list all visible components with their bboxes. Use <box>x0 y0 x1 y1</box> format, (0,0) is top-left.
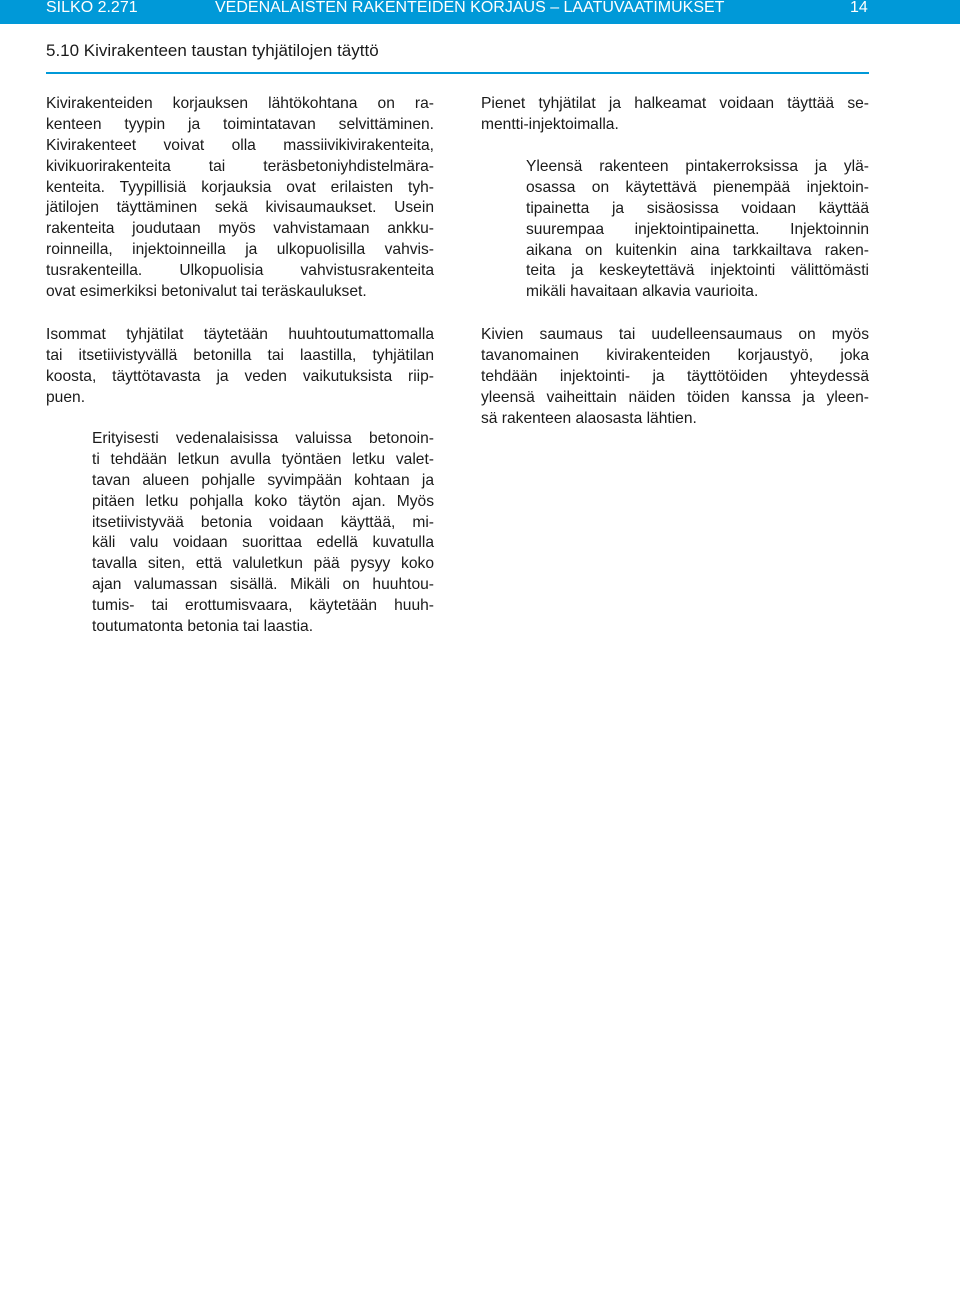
text-line: tavan alueen pohjalle syvimpään kohtaan ja <box>92 471 434 489</box>
right-paragraph-2 <box>481 325 869 429</box>
text-line: toutumatonta betonia tai laastia. <box>92 618 314 636</box>
left-paragraph-1 <box>46 94 434 303</box>
text-line: tehdään injektointi- ja täyttötöiden yhteydessä <box>481 367 869 385</box>
text-line: koosta, täyttötavasta ja veden vaikutuksista riip- <box>46 367 434 385</box>
text-line: teita ja keskeytettävä injektointi välittömästi <box>526 262 869 280</box>
text-line: roinneilla, injektoinneilla ja ulkopuolisilla vahvis- <box>46 241 434 259</box>
text-line: tai itsetiivistyvällä betonilla tai laastilla, tyhjätilan <box>46 346 434 364</box>
header-title: VEDENALAISTEN RAKENTEIDEN KORJAUS – LAATUVAATIMUKSET <box>215 0 725 16</box>
section-title: 5.10 Kivirakenteen taustan tyhjätilojen täyttö <box>46 41 379 60</box>
header-page-number: 14 <box>850 0 868 16</box>
running-header <box>0 0 960 24</box>
text-line: yleensä vaiheittain näiden töiden kanssa ja yleen- <box>481 388 869 406</box>
text-line: mikäli havaitaan alkavia vaurioita. <box>526 283 759 301</box>
text-line: aikana on kuitenkin aina tarkkailtava raken- <box>526 241 869 259</box>
text-line: tipainetta ja sisäosissa voidaan käyttää <box>526 199 869 217</box>
right-indented-paragraph <box>526 157 869 303</box>
text-line: kenteita. Tyypillisiä korjauksia ovat erilaisten tyh- <box>46 178 434 196</box>
text-line: ti tehdään letkun avulla työntäen letku valet- <box>92 450 434 468</box>
text-line: käli valu voidaan suorittaa edellä kuvatulla <box>92 534 434 552</box>
header-series: SILKO 2.271 <box>46 0 138 16</box>
text-line: tusrakenteilla. Ulkopuolisia vahvistusrakenteita <box>46 262 434 280</box>
text-line: pitäen letku pohjalla koko täytön ajan. Myös <box>92 492 434 510</box>
text-line: tumis- tai erottumisvaara, käytetään huuh- <box>92 597 434 615</box>
text-line: Isommat tyhjätilat täytetään huuhtoutumattomalla <box>46 326 434 343</box>
text-line: jätilojen täyttäminen sekä kivisaumaukset. Usein <box>46 199 434 217</box>
text-line: kivikuorirakenteita tai teräsbetoniyhdistelmära- <box>46 157 434 175</box>
text-line: tavanomainen kivirakenteiden korjaustyö, joka <box>481 346 869 364</box>
text-line: sä rakenteen alaosasta lähtien. <box>481 409 697 427</box>
text-line: Kivien saumaus tai uudelleensaumaus on myös <box>481 326 869 343</box>
text-line: kenteen tyypin ja toimintatavan selvittäminen. <box>46 115 434 133</box>
text-line: Pienet tyhjätilat ja halkeamat voidaan täyttää se- <box>481 95 869 112</box>
text-line: tavalla siten, että valuletkun pää pysyy koko <box>92 555 434 573</box>
text-line: puen. <box>46 388 86 406</box>
text-line: ovat esimerkiksi betonivalut tai teräskaulukset. <box>46 283 367 301</box>
text-line: mentti-injektoimalla. <box>481 115 619 133</box>
text-line: Yleensä rakenteen pintakerroksissa ja ylä- <box>526 158 869 175</box>
left-paragraph-2 <box>46 325 434 409</box>
text-line: Kivirakenteiden korjauksen lähtökohtana on ra- <box>46 95 434 112</box>
left-indented-paragraph <box>92 429 434 638</box>
text-line: Erityisesti vedenalaisissa valuissa betonoin- <box>92 430 434 447</box>
text-line: rakenteita joudutaan myös vahvistamaan ankku- <box>46 220 434 238</box>
text-line: osassa on käytettävä pienempää injektoin- <box>526 178 869 196</box>
text-line: Kivirakenteet voivat olla massiivikivirakenteita, <box>46 136 434 154</box>
text-line: suurempaa injektointipainetta. Injektoinnin <box>526 220 869 238</box>
text-line: ajan valumassan sisällä. Mikäli on huuhtou- <box>92 576 434 594</box>
right-paragraph-1 <box>481 94 869 136</box>
text-line: itsetiivistyvää betonia voidaan käyttää, mi- <box>92 513 434 531</box>
title-divider <box>46 72 869 74</box>
